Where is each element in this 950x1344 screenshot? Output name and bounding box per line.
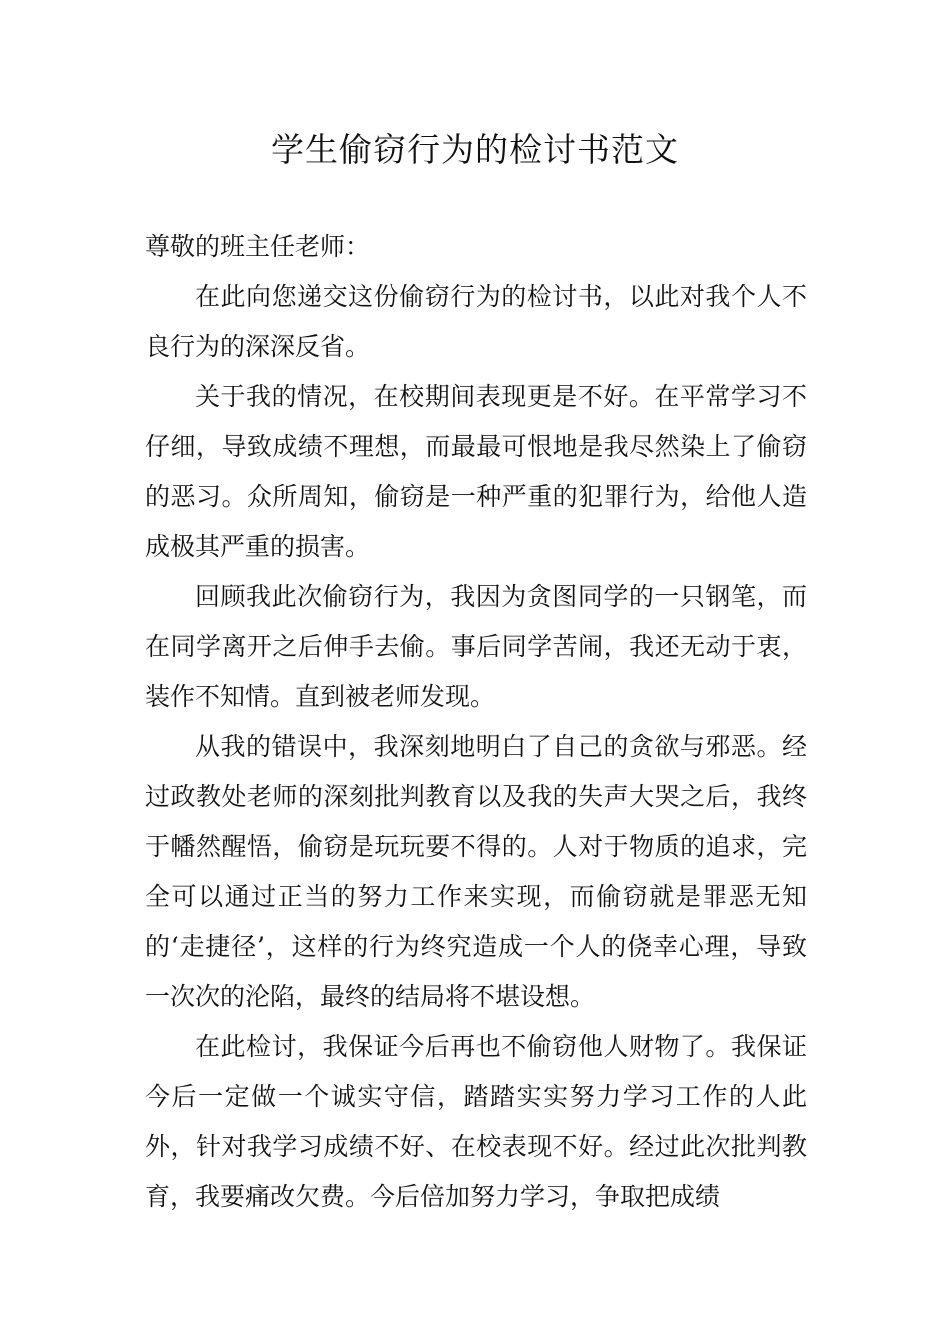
document-body bbox=[145, 222, 807, 1222]
paragraph-3: 回顾我此次偷窃行为，我因为贪图同学的一只钢笔，而在同学离开之后伸手去偷。事后同学苦闹，我还无动于衷，装作不知情。直到被老师发现。 bbox=[145, 582, 807, 711]
paragraph-4: 从我的错误中，我深刻地明白了自己的贪欲与邪恶。经过政教处老师的深刻批判教育以及我的失声大哭之后，我终于幡然醒悟，偷窃是玩玩要不得的。人对于物质的追求，完全可以通过正当的努力工作来实现，而偷窃就是罪恶无知的‘走捷径’，这样的行为终究造成一个人的侥幸心理，导致一次次的沦陷，最终的结局将不堪设想。 bbox=[145, 732, 807, 1011]
document-title: 学生偷窃行为的检讨书范文 bbox=[271, 130, 679, 169]
paragraph-5: 在此检讨，我保证今后再也不偷窃他人财物了。我保证今后一定做一个诚实守信，踏踏实实努力学习工作的人此外，针对我学习成绩不好、在校表现不好。经过此次批判教育，我要痛改欠费。今后倍加努力学习，争取把成绩 bbox=[145, 1032, 807, 1211]
paragraph-2: 关于我的情况，在校期间表现更是不好。在平常学习不仔细，导致成绩不理想，而最最可恨地是我尽然染上了偷窃的恶习。众所周知，偷窃是一种严重的犯罪行为，给他人造成极其严重的损害。 bbox=[145, 382, 807, 561]
salutation: 尊敬的班主任老师： bbox=[145, 232, 371, 261]
paragraph-1: 在此向您递交这份偷窃行为的检讨书，以此对我个人不良行为的深深反省。 bbox=[145, 282, 807, 361]
